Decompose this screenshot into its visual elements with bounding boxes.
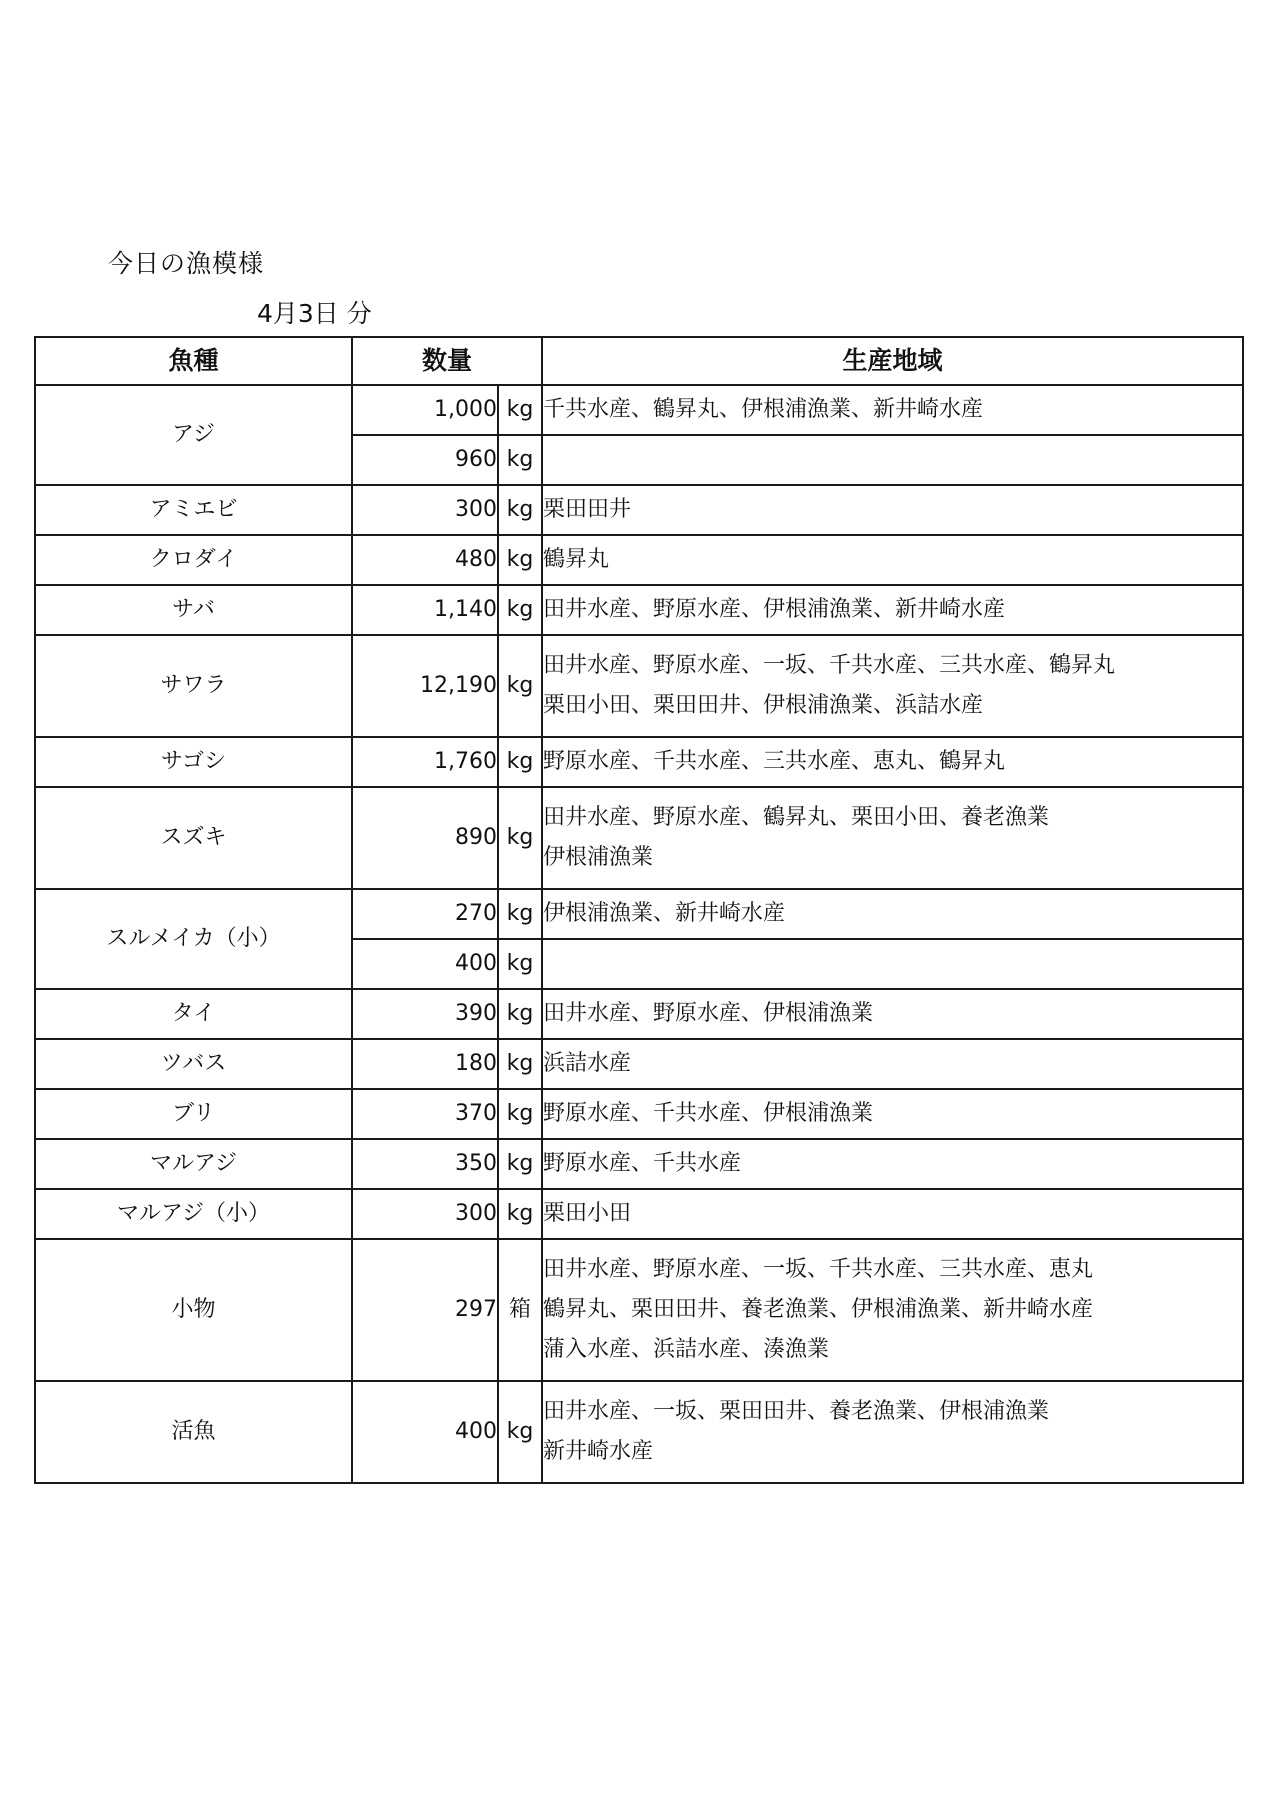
fish-name: アミエビ bbox=[35, 485, 352, 535]
header-fish: 魚種 bbox=[35, 337, 352, 385]
header-quantity: 数量 bbox=[352, 337, 542, 385]
region-cell bbox=[542, 635, 1243, 737]
quantity-unit: kg bbox=[498, 989, 542, 1039]
region-line: 田井水産、野原水産、鶴昇丸、栗田小田、養老漁業 bbox=[543, 805, 1050, 830]
quantity-value: 370 bbox=[352, 1089, 498, 1139]
quantity-unit: kg bbox=[498, 787, 542, 889]
quantity-unit: 箱 bbox=[498, 1239, 542, 1381]
quantity-value: 270 bbox=[352, 889, 498, 939]
region-line: 野原水産、千共水産 bbox=[543, 1151, 742, 1176]
quantity-unit: kg bbox=[498, 889, 542, 939]
table-row bbox=[35, 1039, 1243, 1089]
fish-name: 小物 bbox=[35, 1239, 352, 1381]
table-row bbox=[35, 385, 1243, 435]
quantity-unit: kg bbox=[498, 939, 542, 989]
quantity-value: 1,760 bbox=[352, 737, 498, 787]
region-cell bbox=[542, 435, 1243, 485]
fish-name: ツバス bbox=[35, 1039, 352, 1089]
table-row bbox=[35, 635, 1243, 737]
fish-name: サバ bbox=[35, 585, 352, 635]
quantity-unit: kg bbox=[498, 535, 542, 585]
quantity-value: 12,190 bbox=[352, 635, 498, 737]
fish-name: スズキ bbox=[35, 787, 352, 889]
table-row bbox=[35, 889, 1243, 939]
region-cell bbox=[542, 939, 1243, 989]
region-cell bbox=[542, 1381, 1243, 1483]
fish-name: クロダイ bbox=[35, 535, 352, 585]
quantity-unit: kg bbox=[498, 435, 542, 485]
quantity-unit: kg bbox=[498, 1089, 542, 1139]
table-row bbox=[35, 1139, 1243, 1189]
quantity-value: 390 bbox=[352, 989, 498, 1039]
table-row bbox=[35, 485, 1243, 535]
fish-name: マルアジ bbox=[35, 1139, 352, 1189]
fish-name: サワラ bbox=[35, 635, 352, 737]
quantity-unit: kg bbox=[498, 485, 542, 535]
region-line: 田井水産、野原水産、伊根浦漁業 bbox=[543, 1001, 874, 1026]
table-row bbox=[35, 989, 1243, 1039]
region-cell bbox=[542, 1189, 1243, 1239]
region-line: 千共水産、鶴昇丸、伊根浦漁業、新井崎水産 bbox=[543, 397, 984, 422]
table-row bbox=[35, 737, 1243, 787]
region-cell bbox=[542, 1039, 1243, 1089]
table-row bbox=[35, 1239, 1243, 1381]
quantity-value: 960 bbox=[352, 435, 498, 485]
region-line: 鶴昇丸 bbox=[543, 547, 610, 572]
region-line: 新井崎水産 bbox=[543, 1439, 654, 1464]
page-title: 今日の漁模様 bbox=[108, 249, 265, 278]
fish-name: サゴシ bbox=[35, 737, 352, 787]
quantity-unit: kg bbox=[498, 1139, 542, 1189]
table-row bbox=[35, 1089, 1243, 1139]
fish-name: タイ bbox=[35, 989, 352, 1039]
quantity-value: 350 bbox=[352, 1139, 498, 1189]
quantity-value: 300 bbox=[352, 485, 498, 535]
quantity-value: 480 bbox=[352, 535, 498, 585]
table-row bbox=[35, 1189, 1243, 1239]
region-line: 伊根浦漁業、新井崎水産 bbox=[543, 901, 786, 926]
region-line: 栗田小田 bbox=[543, 1201, 632, 1226]
region-cell bbox=[542, 1089, 1243, 1139]
table-row bbox=[35, 1381, 1243, 1483]
quantity-value: 1,000 bbox=[352, 385, 498, 435]
region-cell bbox=[542, 1239, 1243, 1381]
report-date: 4月3日 分 bbox=[257, 299, 372, 328]
region-cell bbox=[542, 1139, 1243, 1189]
quantity-unit: kg bbox=[498, 1189, 542, 1239]
quantity-value: 400 bbox=[352, 939, 498, 989]
table-row bbox=[35, 787, 1243, 889]
table-header-row bbox=[35, 337, 1243, 385]
quantity-value: 180 bbox=[352, 1039, 498, 1089]
catch-table bbox=[34, 336, 1244, 1484]
region-cell bbox=[542, 535, 1243, 585]
quantity-unit: kg bbox=[498, 737, 542, 787]
quantity-unit: kg bbox=[498, 385, 542, 435]
region-line: 浜詰水産 bbox=[543, 1051, 632, 1076]
region-cell bbox=[542, 485, 1243, 535]
fish-name: マルアジ（小） bbox=[35, 1189, 352, 1239]
region-line: 栗田田井 bbox=[543, 497, 632, 522]
region-cell bbox=[542, 787, 1243, 889]
region-cell bbox=[542, 989, 1243, 1039]
region-line: 田井水産、野原水産、一坂、千共水産、三共水産、鶴昇丸 bbox=[543, 653, 1116, 678]
region-line: 伊根浦漁業 bbox=[543, 845, 654, 870]
region-line: 蒲入水産、浜詰水産、湊漁業 bbox=[543, 1337, 830, 1362]
quantity-value: 300 bbox=[352, 1189, 498, 1239]
quantity-value: 297 bbox=[352, 1239, 498, 1381]
quantity-value: 1,140 bbox=[352, 585, 498, 635]
quantity-unit: kg bbox=[498, 1039, 542, 1089]
quantity-unit: kg bbox=[498, 585, 542, 635]
quantity-value: 400 bbox=[352, 1381, 498, 1483]
fish-name: アジ bbox=[35, 385, 352, 485]
region-cell bbox=[542, 585, 1243, 635]
region-line: 田井水産、野原水産、一坂、千共水産、三共水産、恵丸 bbox=[543, 1257, 1094, 1282]
fish-name: スルメイカ（小） bbox=[35, 889, 352, 989]
table-row bbox=[35, 585, 1243, 635]
region-line: 鶴昇丸、栗田田井、養老漁業、伊根浦漁業、新井崎水産 bbox=[543, 1297, 1094, 1322]
region-cell bbox=[542, 889, 1243, 939]
region-line: 野原水産、千共水産、伊根浦漁業 bbox=[543, 1101, 874, 1126]
fish-name: ブリ bbox=[35, 1089, 352, 1139]
region-line: 野原水産、千共水産、三共水産、恵丸、鶴昇丸 bbox=[543, 749, 1006, 774]
region-line: 田井水産、一坂、栗田田井、養老漁業、伊根浦漁業 bbox=[543, 1399, 1050, 1424]
region-cell bbox=[542, 385, 1243, 435]
quantity-unit: kg bbox=[498, 1381, 542, 1483]
header-region: 生産地域 bbox=[542, 337, 1243, 385]
quantity-unit: kg bbox=[498, 635, 542, 737]
region-line: 田井水産、野原水産、伊根浦漁業、新井崎水産 bbox=[543, 597, 1006, 622]
region-line: 栗田小田、栗田田井、伊根浦漁業、浜詰水産 bbox=[543, 693, 984, 718]
quantity-value: 890 bbox=[352, 787, 498, 889]
fish-name: 活魚 bbox=[35, 1381, 352, 1483]
table-row bbox=[35, 535, 1243, 585]
region-cell bbox=[542, 737, 1243, 787]
